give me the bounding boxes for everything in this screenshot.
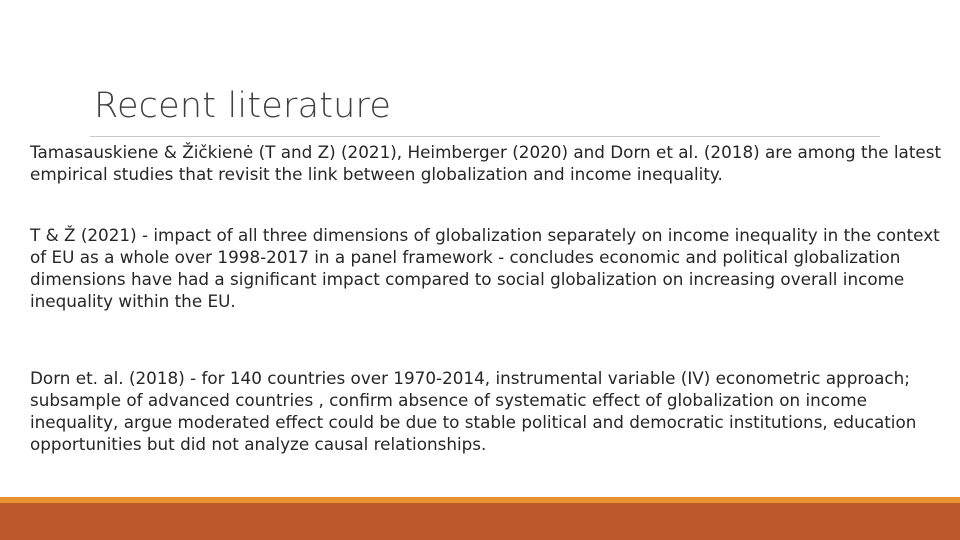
footer-band: [0, 503, 960, 540]
paragraph-t-and-z: T & Ž (2021) - impact of all three dimensions of globalization separately on income inequality in the context of EU as a whole over 1998-2017 in a panel framework - concludes economic and political globalization dimensions have had a significant impact compared to social globalization on increasing overall income inequality within the EU.: [30, 225, 940, 311]
paragraph-dorn: Dorn et. al. (2018) - for 140 countries over 1970-2014, instrumental variable (IV) econometric approach; subsample of advanced countries , confirm absence of systematic effect of globalization on income inequality, argue moderated effect could be due to stable political and democratic institutions, education opportunities but did not analyze causal relationships.: [30, 368, 917, 454]
paragraph-overview: Tamasauskiene & Žičkienė (T and Z) (2021), Heimberger (2020) and Dorn et al. (2018) are among the latest empirical studies that revisit the link between globalization and income inequality.: [30, 142, 942, 184]
title-divider: [90, 136, 880, 137]
slide-title: Recent literature: [94, 86, 392, 126]
